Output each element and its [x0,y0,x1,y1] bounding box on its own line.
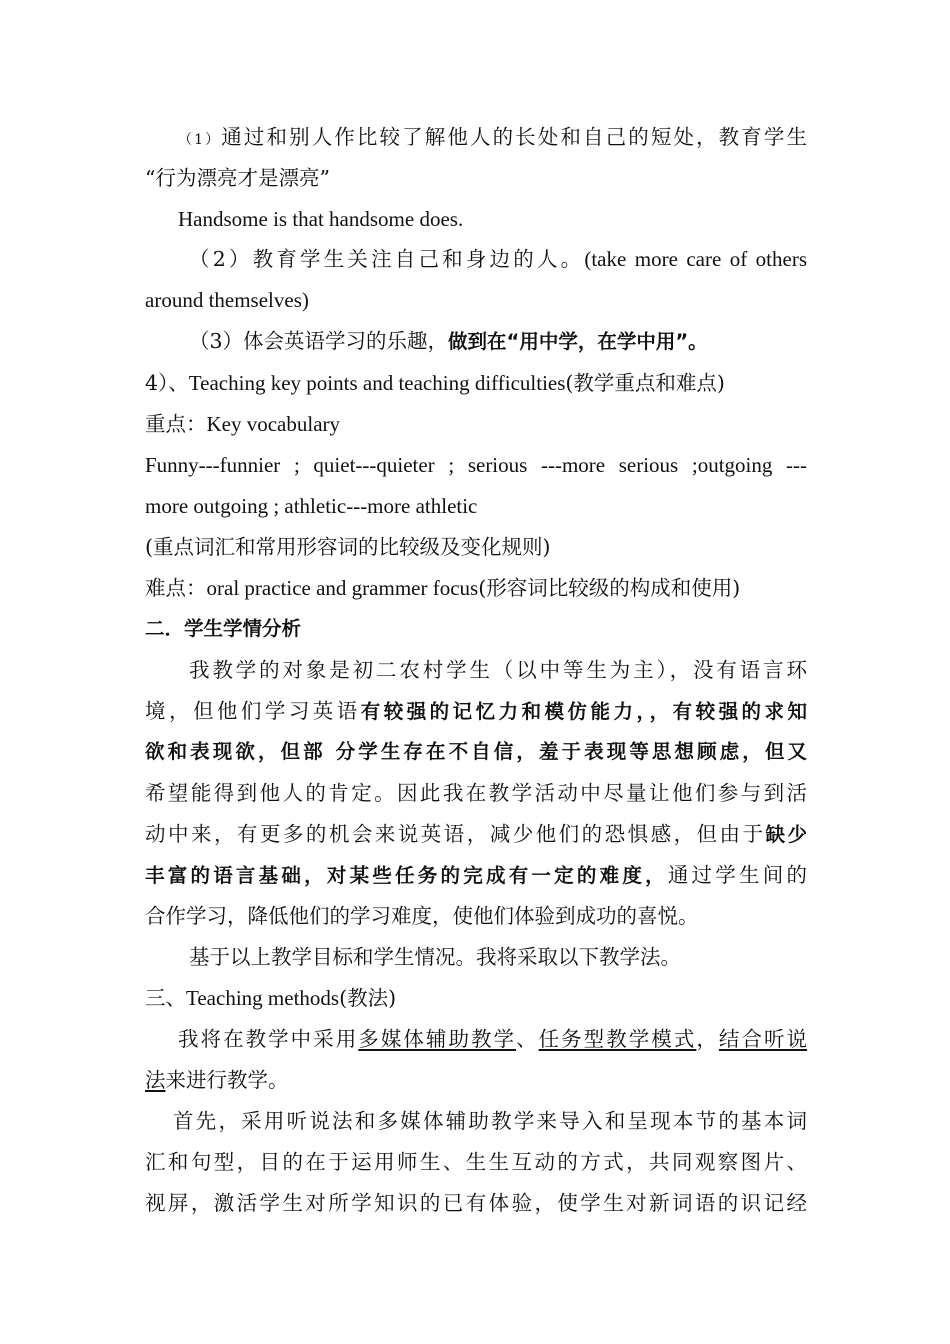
paragraph-line: 欲和表现欲，但部 分学生存在不自信，羞于表现等思想顾虑，但又 [145,740,807,763]
paragraph-line: （2）教育学生关注自己和身边的人。(take more care of others [189,247,808,271]
paragraph-line: Funny---funnier ; quiet---quieter ; serious ---more serious ;outgoing --- [145,453,807,477]
paragraph-line: 境，但他们学习英语有较强的记忆力和模仿能力，，有较强的求知 [145,699,807,723]
paragraph-line: 视屏，激活学生对所学知识的已有体验，使学生对新词语的识记经 [145,1191,807,1215]
section-heading: 三、Teaching methods(教法) [145,986,397,1010]
paragraph-line: （1）通过和别人作比较了解他人的长处和自己的短处，教育学生 [178,125,807,149]
paragraph-line: (重点词汇和常用形容词的比较级及变化规则) [145,535,551,559]
paragraph-line: 重点：Key vocabulary [145,412,341,436]
paragraph-line: 汇和句型，目的在于运用师生、生生互动的方式，共同观察图片、 [145,1150,807,1174]
paragraph-line: 法来进行教学。 [145,1068,289,1092]
paragraph-line: “行为漂亮才是漂亮” [145,166,330,190]
paragraph-line: 我教学的对象是初二农村学生（以中等生为主），没有语言环 [189,658,807,682]
paragraph-line: 合作学习，降低他们的学习难度，使他们体验到成功的喜悦。 [145,904,699,928]
paragraph-line: Handsome is that handsome does. [178,207,464,231]
paragraph-line: 难点：oral practice and grammer focus(形容词比较级的构成和使用) [145,576,741,600]
paragraph-line: 基于以上教学目标和学生情况。我将采取以下教学法。 [189,945,681,969]
section-heading: 4）、Teaching key points and teaching difficulties(教学重点和难点) [145,371,725,395]
paragraph-line: （3）体会英语学习的乐趣，做到在“用中学，在学中用”。 [189,329,708,353]
paragraph-line: 动中来，有更多的机会来说英语，减少他们的恐惧感，但由于缺少 [145,822,807,846]
paragraph-line: 首先，采用听说法和多媒体辅助教学来导入和呈现本节的基本词 [173,1109,807,1133]
paragraph-line: around themselves) [145,288,309,312]
paragraph-line: more outgoing ; athletic---more athletic [145,494,478,518]
paragraph-line: 丰富的语言基础，对某些任务的完成有一定的难度，通过学生间的 [145,863,807,887]
paragraph-line: 我将在教学中采用多媒体辅助教学、任务型教学模式，结合听说 [178,1027,808,1051]
paragraph-line: 希望能得到他人的肯定。因此我在教学活动中尽量让他们参与到活 [145,781,807,805]
section-heading: 二．学生学情分析 [145,617,302,640]
